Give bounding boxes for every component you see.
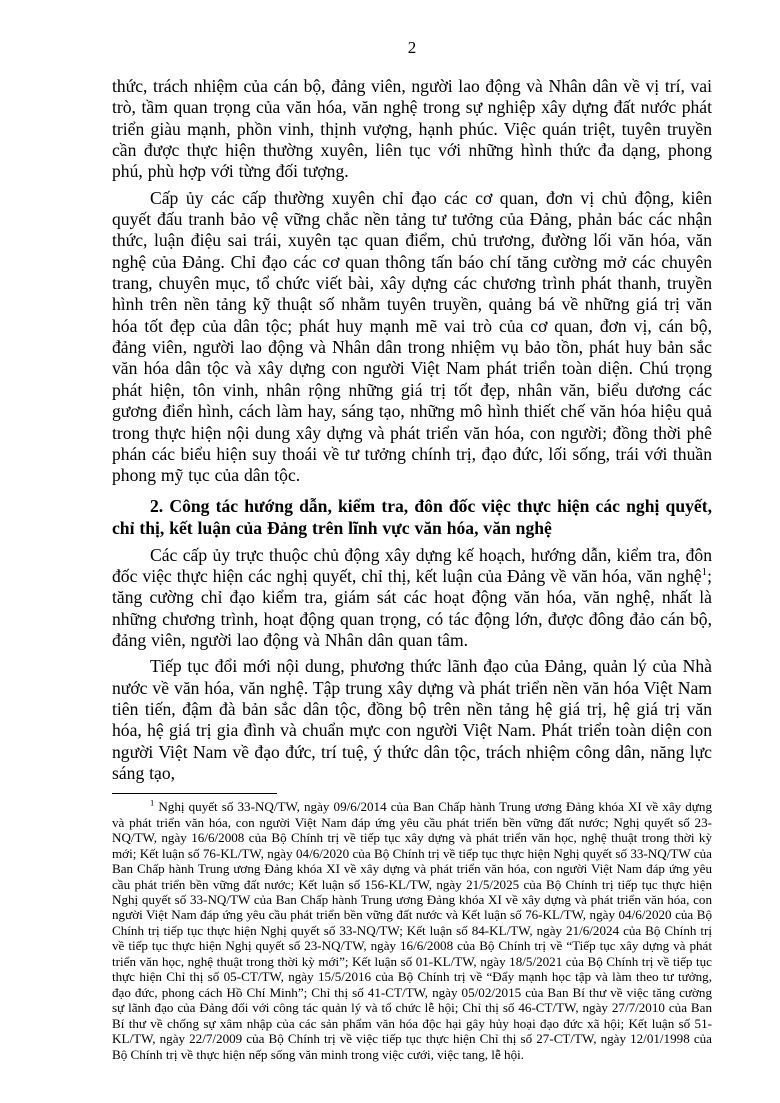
- section-heading-2: 2. Công tác hướng dẫn, kiểm tra, đôn đốc việc thực hiện các nghị quyết, chỉ thị, kết luận của Đảng trên lĩnh vực văn hóa, văn nghệ: [112, 495, 712, 538]
- footnote-text: [112, 799, 712, 1062]
- paragraph-text-after-footnote-ref: ; tăng cường chỉ đạo kiểm tra, giám sát các hoạt động văn hóa, văn nghệ, nhất là những chương trình, hoạt động quan trọng, có tác động lớn, được đông đảo cán bộ, đảng viên, người lao động và Nhân dân quan tâm.: [112, 565, 712, 650]
- paragraph-tiep-tuc: Tiếp tục đổi mới nội dung, phương thức lãnh đạo của Đảng, quản lý của Nhà nước về văn hóa, văn nghệ. Tập trung xây dựng và phát triển nền văn hóa Việt Nam tiên tiến, đậm đà bản sắc dân tộc, đồng bộ trên nền tảng hệ giá trị, hệ giá trị văn hóa, hệ giá trị gia đình và chuẩn mực con người Việt Nam. Phát triển toàn diện con người Việt Nam về đạo đức, trí tuệ, ý thức dân tộc, trách nhiệm công dân, năng lực sáng tạo,: [112, 656, 712, 783]
- paragraph-cac-cap-uy: [112, 545, 712, 652]
- footnote-reference: 1: [701, 566, 708, 579]
- footnote-separator-rule: [112, 793, 277, 794]
- footnote-marker: 1: [150, 797, 155, 808]
- footnote-area: [112, 793, 712, 1062]
- page-number: 2: [407, 38, 417, 57]
- paragraph-text-before-footnote-ref: Các cấp ủy trực thuộc chủ động xây dựng kế hoạch, hướng dẫn, kiểm tra, đôn đốc việc thực hiện các nghị quyết, chỉ thị, kết luận của Đảng về văn hóa, văn nghệ: [112, 544, 712, 586]
- paragraph-continuation: thức, trách nhiệm của cán bộ, đảng viên, người lao động và Nhân dân về vị trí, vai trò, tầm quan trọng của văn hóa, văn nghệ trong sự nghiệp xây dựng đất nước phát triển giàu mạnh, phồn vinh, thịnh vượng, hạnh phúc. Việc quán triệt, tuyên truyền cần được thực hiện thường xuyên, liên tục với những hình thức đa dạng, phong phú, phù hợp với từng đối tượng.: [112, 76, 712, 182]
- footnote-body: Nghị quyết số 33-NQ/TW, ngày 09/6/2014 của Ban Chấp hành Trung ương Đảng khóa XI về xây dựng và phát triển văn hóa, con người Việt Nam đáp ứng yêu cầu phát triển bền vững đất nước; Nghị quyết số 23-NQ/TW, ngày 16/6/2008 của Bộ Chính trị về tiếp tục xây dựng và phát triển văn học, nghệ thuật trong thời kỳ mới; Kết luận số 76-KL/TW, ngày 04/6/2020 của Bộ Chính trị về tiếp tục thực hiện Nghị quyết số 33-NQ/TW của Ban Chấp hành Trung ương Đảng khóa XI về xây dựng và phát triển văn hóa, con người Việt Nam đáp ứng yêu cầu phát triển bền vững đất nước; Kết luận số 156-KL/TW, ngày 21/5/2025 của Bộ Chính trị tiếp tục thực hiện Nghị quyết số 33-NQ/TW của Ban Chấp hành Trung ương Đảng khóa XI về xây dựng và phát triển văn hóa, con người Việt Nam đáp ứng yêu cầu phát triển bền vững đất nước và Kết luận số 76-KL/TW, ngày 04/6/2020 của Bộ Chính trị tiếp tục thực hiện Nghị quyết số 33-NQ/TW; Kết luận số 84-KL/TW, ngày 21/6/2024 của Bộ Chính trị về tiếp tục thực hiện Nghị quyết số 23-NQ/TW, ngày 16/6/2008 của Bộ Chính trị về “Tiếp tục xây dựng và phát triển văn học, nghệ thuật trong thời kỳ mới”; Kết luận số 01-KL/TW, ngày 18/5/2021 của Bộ Chính trị về tiếp tục thực hiện Chỉ thị số 05-CT/TW, ngày 15/5/2016 của Bộ Chính trị về “Đẩy mạnh học tập và làm theo tư tưởng, đạo đức, phong cách Hồ Chí Minh”; Chỉ thị số 41-CT/TW, ngày 05/02/2015 của Ban Bí thư về việc tăng cường sự lãnh đạo của Đảng đối với công tác quản lý và tổ chức lễ hội; Chỉ thị số 46-CT/TW, ngày 27/7/2010 của Ban Bí thư về chống sự xâm nhập của các sản phẩm văn hóa độc hại gây hủy hoại đạo đức xã hội; Kết luận số 51-KL/TW, ngày 22/7/2009 của Bộ Chính trị về việc tiếp tục thực hiện Chỉ thị số 27-CT/TW, ngày 12/01/1998 của Bộ Chính trị về thực hiện nếp sống văn minh trong việc cưới, việc tang, lễ hội.: [112, 799, 712, 1062]
- paragraph-cap-uy: Cấp ủy các cấp thường xuyên chỉ đạo các cơ quan, đơn vị chủ động, kiên quyết đấu tranh bảo vệ vững chắc nền tảng tư tưởng của Đảng, phản bác các nhận thức, luận điệu sai trái, xuyên tạc quan điểm, chủ trương, đường lối văn hóa, văn nghệ của Đảng. Chỉ đạo các cơ quan thông tấn báo chí tăng cường mở các chuyên trang, chuyên mục, tổ chức viết bài, xây dựng các chương trình phát thanh, truyền hình trên nền tảng kỹ thuật số nhằm tuyên truyền, quảng bá về những giá trị văn hóa tốt đẹp của dân tộc; phát huy mạnh mẽ vai trò của cơ quan, đơn vị, cán bộ, đảng viên, người lao động và Nhân dân trong nhiệm vụ bảo tồn, phát huy bản sắc văn hóa dân tộc và xây dựng con người Việt Nam phát triển toàn diện. Chú trọng phát hiện, tôn vinh, nhân rộng những giá trị tốt đẹp, nhân văn, biểu dương các gương điển hình, cách làm hay, sáng tạo, những mô hình thiết chế văn hóa hiệu quả trong thực hiện nội dung xây dựng và phát triển văn hóa, con người; đồng thời phê phán các biểu hiện suy thoái về tư tưởng chính trị, đạo đức, lối sống, trái với thuần phong mỹ tục của dân tộc.: [112, 187, 712, 486]
